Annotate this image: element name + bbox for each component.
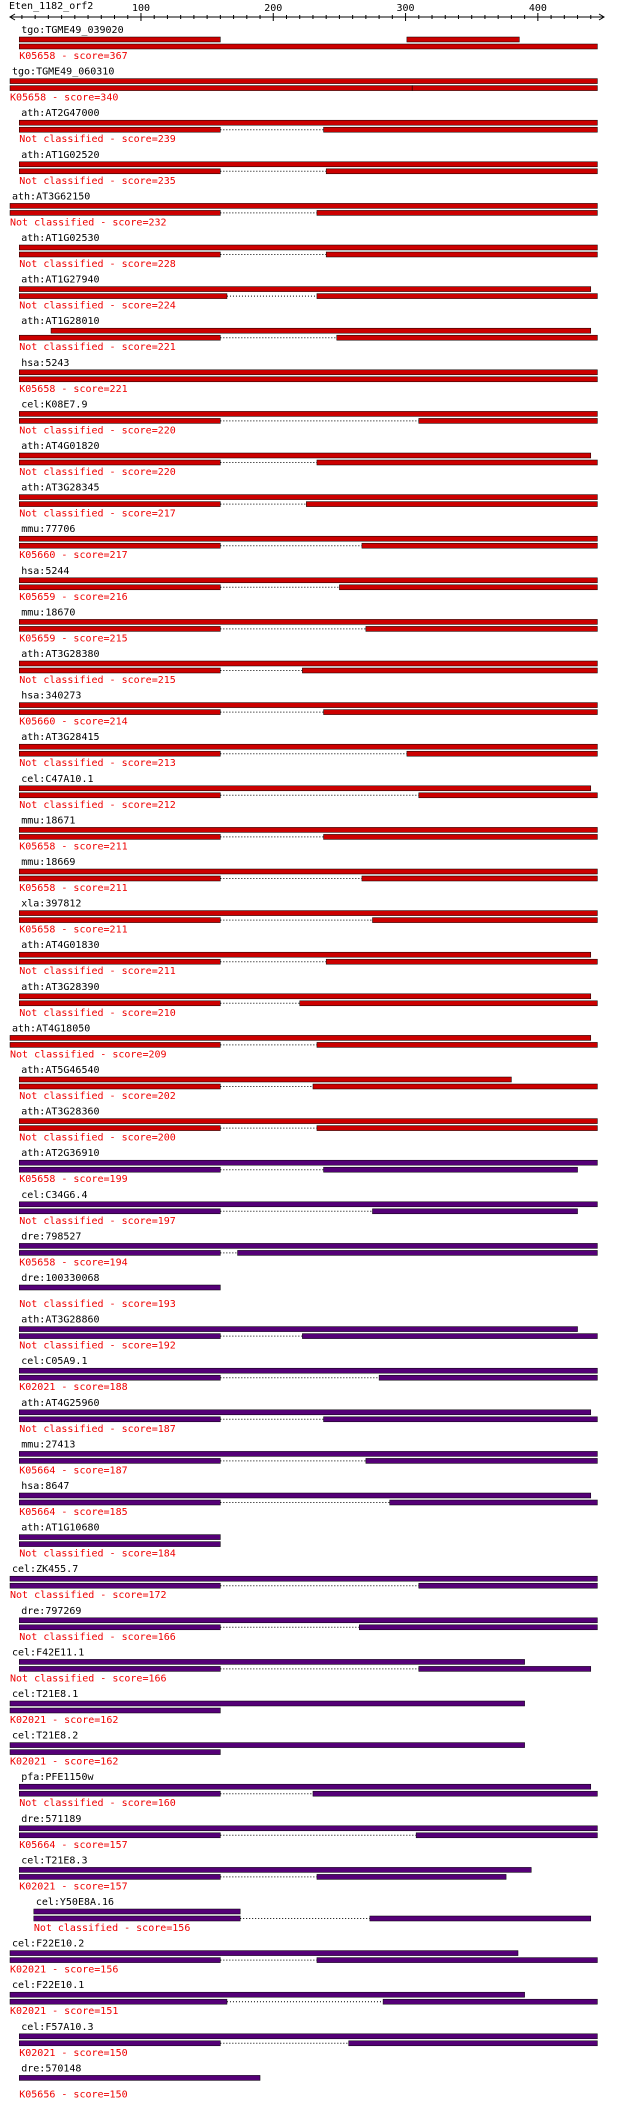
hit-row — [10, 191, 597, 228]
hit-row — [19, 899, 597, 936]
subject-segment — [306, 502, 597, 507]
hit-name: cel:C05A9.1 — [21, 1356, 88, 1368]
query-segment — [10, 1576, 597, 1581]
subject-segment — [19, 1084, 220, 1089]
hit-row — [19, 1273, 220, 1310]
hit-name: cel:F57A10.3 — [21, 2021, 94, 2033]
query-segment — [19, 495, 597, 500]
hit-name: cel:F42E11.1 — [12, 1647, 85, 1659]
hit-row — [19, 233, 597, 270]
subject-segment — [19, 543, 220, 548]
subject-segment — [19, 793, 220, 798]
subject-segment — [324, 1167, 578, 1172]
hit-classification: K05660 - score=214 — [19, 716, 128, 728]
subject-segment — [19, 127, 220, 132]
query-segment — [19, 1618, 597, 1623]
subject-segment — [326, 169, 597, 174]
hit-row — [19, 1315, 597, 1352]
subject-segment — [19, 1334, 220, 1339]
query-segment — [19, 536, 597, 541]
query-segment — [19, 1493, 591, 1498]
subject-segment — [19, 294, 227, 299]
hit-classification: Not classified - score=232 — [10, 217, 167, 229]
hit-classification: Not classified - score=220 — [19, 467, 176, 478]
subject-segment — [10, 210, 220, 215]
subject-segment — [317, 1126, 597, 1131]
query-segment — [10, 1951, 518, 1956]
hit-name: hsa:5243 — [21, 357, 70, 369]
subject-segment — [313, 1084, 597, 1089]
hit-row — [19, 25, 597, 62]
subject-segment — [19, 1500, 220, 1505]
hit-row — [19, 524, 597, 561]
subject-segment — [19, 1001, 220, 1006]
hit-row — [19, 1398, 597, 1435]
query-segment — [19, 2034, 597, 2039]
hit-row — [19, 566, 597, 603]
subject-segment — [19, 1375, 220, 1380]
subject-segment — [366, 1458, 598, 1463]
hit-name: ath:AT1G02530 — [21, 233, 100, 244]
query-segment — [19, 1285, 220, 1290]
hit-row — [19, 358, 597, 395]
hit-classification: Not classified - score=172 — [10, 1590, 167, 1602]
hit-row — [19, 691, 597, 728]
subject-segment — [317, 1042, 597, 1047]
hit-name: hsa:340273 — [21, 690, 82, 702]
subject-segment — [19, 1167, 220, 1172]
query-segment — [19, 1410, 591, 1415]
hit-classification: K02021 - score=151 — [10, 2006, 119, 2018]
hit-classification: K05660 - score=217 — [19, 550, 128, 562]
hit-row — [19, 1855, 531, 1892]
query-segment — [19, 578, 597, 583]
subject-segment — [19, 710, 220, 715]
query-segment — [10, 79, 597, 84]
hit-classification: K05658 - score=199 — [19, 1174, 128, 1186]
subject-segment — [19, 626, 220, 631]
hit-name: ath:AT4G01820 — [21, 441, 100, 452]
hit-row — [19, 1356, 597, 1393]
query-segment — [51, 328, 591, 333]
hit-name: tgo:TGME49_039020 — [21, 25, 124, 36]
subject-segment — [419, 1666, 591, 1671]
query-segment — [19, 703, 597, 708]
subject-segment — [324, 710, 598, 715]
axis-tick-label: 400 — [528, 3, 547, 14]
query-segment — [19, 370, 597, 375]
hit-classification: K05658 - score=221 — [19, 383, 128, 395]
hit-name: dre:570148 — [21, 2063, 82, 2075]
subject-segment — [317, 460, 597, 465]
subject-segment — [302, 668, 597, 673]
subject-segment — [10, 1583, 220, 1588]
hit-row — [10, 1647, 591, 1684]
subject-segment — [19, 585, 220, 590]
hit-row — [19, 108, 597, 145]
hit-classification: K05659 - score=215 — [19, 633, 128, 645]
subject-segment — [372, 1209, 577, 1214]
query-segment — [19, 1659, 524, 1664]
subject-segment — [238, 1250, 598, 1255]
hit-name: dre:797269 — [21, 1605, 82, 1617]
hit-row — [10, 1564, 597, 1601]
hit-name: cel:ZK455.7 — [12, 1564, 79, 1576]
subject-segment — [19, 335, 220, 340]
query-segment — [19, 744, 597, 749]
hit-name: mmu:18669 — [21, 857, 76, 868]
subject-segment — [372, 918, 597, 923]
hit-classification: K02021 - score=188 — [19, 1382, 128, 1394]
hit-name: ath:AT3G28360 — [21, 1106, 100, 1118]
query-segment — [19, 1368, 597, 1373]
hit-name: ath:AT3G62150 — [12, 191, 91, 203]
hit-name: cel:T21E8.2 — [12, 1730, 79, 1742]
hit-classification: K05656 - score=150 — [19, 2089, 128, 2101]
hit-name: ath:AT1G28010 — [21, 316, 100, 328]
subject-segment — [19, 918, 220, 923]
hit-name: mmu:18670 — [21, 607, 76, 619]
query-segment — [19, 1784, 591, 1789]
query-segment — [19, 827, 597, 832]
query-segment — [19, 453, 591, 458]
subject-segment — [19, 377, 597, 382]
subject-segment — [416, 1833, 597, 1838]
subject-segment — [19, 1833, 220, 1838]
hit-row — [19, 441, 597, 478]
subject-segment — [300, 1001, 598, 1006]
hit-row — [19, 316, 597, 353]
subject-segment — [19, 1874, 220, 1879]
hit-classification: K02021 - score=162 — [10, 1756, 119, 1768]
subject-segment — [19, 1666, 220, 1671]
subject-segment — [419, 793, 598, 798]
hit-row — [19, 940, 597, 977]
hit-classification: Not classified - score=228 — [19, 259, 176, 270]
subject-segment — [419, 1583, 598, 1588]
axis-tick-label: 300 — [396, 3, 415, 14]
subject-segment — [390, 1500, 598, 1505]
query-segment — [10, 1035, 591, 1040]
hit-row — [19, 483, 597, 520]
subject-segment — [383, 1999, 597, 2004]
hit-name: dre:798527 — [21, 1231, 82, 1243]
query-segment — [19, 952, 591, 957]
hit-row — [10, 1939, 597, 1976]
hit-name: ath:AT2G36910 — [21, 1148, 100, 1160]
query-segment — [19, 1243, 597, 1248]
subject-segment — [10, 1999, 227, 2004]
subject-segment — [339, 585, 597, 590]
subject-segment — [19, 460, 220, 465]
subject-segment — [349, 2041, 598, 2046]
query-segment — [10, 203, 597, 208]
hit-classification: K05664 - score=157 — [19, 1839, 128, 1851]
query-segment — [19, 661, 597, 666]
subject-segment — [379, 1375, 597, 1380]
hit-classification: K02021 - score=150 — [19, 2047, 128, 2059]
hit-classification: K05659 - score=216 — [19, 591, 128, 603]
hit-classification: K05664 - score=187 — [19, 1465, 128, 1477]
hit-row — [10, 1689, 525, 1726]
query-segment — [10, 1701, 525, 1706]
subject-segment — [419, 418, 598, 423]
query-segment — [19, 1451, 597, 1456]
query-segment — [19, 869, 597, 874]
query-segment — [19, 1867, 531, 1872]
hit-classification: Not classified - score=221 — [19, 342, 176, 354]
subject-segment — [317, 1958, 597, 1963]
subject-segment — [19, 252, 220, 257]
hit-classification: Not classified - score=211 — [19, 966, 176, 978]
subject-segment — [10, 1708, 220, 1713]
hit-name: cel:C34G6.4 — [21, 1189, 88, 1201]
subject-segment — [326, 959, 597, 964]
subject-segment — [362, 876, 597, 881]
hit-name: dre:100330068 — [21, 1273, 100, 1284]
hit-row — [34, 1897, 591, 1934]
subject-segment — [19, 1417, 220, 1422]
hit-classification: Not classified - score=239 — [19, 134, 176, 146]
hit-classification: Not classified - score=160 — [19, 1798, 176, 1810]
hit-row — [19, 2063, 260, 2100]
hit-row — [10, 1023, 597, 1060]
hit-name: ath:AT3G28415 — [21, 732, 100, 744]
subject-segment — [362, 543, 597, 548]
hit-row — [19, 982, 597, 1019]
query-segment — [10, 1992, 525, 1997]
hit-row — [19, 1439, 597, 1476]
axis-tick-label: 100 — [131, 3, 151, 14]
query-segment — [19, 245, 597, 250]
hit-classification: Not classified - score=156 — [33, 1923, 191, 1934]
hit-name: xla:397812 — [21, 898, 82, 910]
hit-name: cel:T21E8.1 — [12, 1689, 79, 1700]
hit-classification: Not classified - score=197 — [19, 1215, 176, 1227]
hit-classification: K05658 - score=211 — [19, 924, 128, 936]
hit-name: ath:AT3G28860 — [21, 1314, 100, 1326]
hit-classification: Not classified - score=212 — [19, 799, 176, 811]
x-axis — [10, 3, 604, 21]
subject-segment — [317, 294, 597, 299]
hit-name: cel:Y50E8A.16 — [35, 1897, 115, 1908]
query-segment — [19, 1202, 597, 1207]
hit-row — [10, 67, 597, 104]
hit-classification: Not classified - score=209 — [10, 1049, 167, 1061]
query-segment — [19, 1119, 597, 1124]
hit-classification: K02021 - score=162 — [10, 1715, 119, 1726]
subject-segment — [10, 1042, 220, 1047]
hit-classification: K05658 - score=340 — [10, 92, 119, 104]
hit-classification: K05658 - score=211 — [19, 841, 128, 853]
query-segment — [19, 2075, 260, 2080]
hit-classification: K05658 - score=194 — [19, 1257, 128, 1269]
hit-name: ath:AT4G25960 — [21, 1397, 100, 1409]
hit-row — [19, 1481, 597, 1518]
subject-segment — [326, 252, 597, 257]
hit-row — [19, 607, 597, 644]
hit-name: cel:K08E7.9 — [21, 399, 88, 411]
hit-name: cel:C47A10.1 — [21, 773, 94, 785]
hit-name: mmu:77706 — [21, 524, 76, 536]
hit-row — [19, 1190, 597, 1227]
hit-classification: Not classified - score=213 — [19, 758, 176, 770]
hit-name: ath:AT1G02520 — [21, 149, 100, 161]
hit-row — [10, 1731, 525, 1768]
hit-name: ath:AT1G27940 — [21, 274, 100, 286]
subject-segment — [366, 626, 598, 631]
subject-segment — [359, 1625, 597, 1630]
hit-row — [19, 1606, 597, 1643]
hit-classification: Not classified - score=166 — [19, 1631, 176, 1643]
subject-segment — [19, 876, 220, 881]
subject-segment — [19, 1791, 220, 1796]
subject-segment — [19, 1126, 220, 1131]
hit-name: hsa:5244 — [21, 565, 70, 577]
hit-classification: K05664 - score=185 — [19, 1507, 128, 1518]
hit-row — [19, 732, 597, 769]
subject-segment — [10, 86, 412, 91]
query-segment — [407, 37, 519, 42]
subject-segment — [337, 335, 598, 340]
hit-name: hsa:8647 — [21, 1481, 70, 1492]
hit-classification: Not classified - score=166 — [10, 1673, 167, 1685]
subject-segment — [324, 834, 598, 839]
hit-name: dre:571189 — [21, 1813, 82, 1825]
subject-segment — [317, 1874, 506, 1879]
hit-row — [19, 1107, 597, 1144]
hit-row — [19, 774, 597, 811]
subject-segment — [19, 959, 220, 964]
query-segment — [19, 162, 597, 167]
query-segment — [19, 1327, 577, 1332]
hit-row — [19, 2022, 597, 2059]
query-segment — [19, 120, 597, 125]
hit-classification: Not classified - score=200 — [19, 1132, 176, 1144]
hit-row — [19, 1148, 597, 1185]
hit-row — [10, 1980, 597, 2017]
hit-row — [19, 649, 597, 686]
subject-segment — [302, 1334, 597, 1339]
subject-segment — [19, 2041, 220, 2046]
query-segment — [19, 1077, 511, 1082]
query-segment — [19, 786, 591, 791]
subject-segment — [324, 1417, 598, 1422]
hit-name: mmu:18671 — [21, 815, 76, 827]
subject-segment — [317, 210, 597, 215]
query-segment — [19, 911, 597, 916]
hit-row — [19, 1231, 597, 1268]
subject-segment — [19, 44, 597, 49]
subject-segment — [19, 1625, 220, 1630]
subject-segment — [19, 834, 220, 839]
axis-tick-label: 200 — [264, 3, 283, 14]
hit-name: mmu:27413 — [21, 1439, 76, 1451]
hit-row — [19, 150, 597, 187]
hit-name: ath:AT1G10680 — [21, 1522, 100, 1534]
hit-classification: Not classified - score=193 — [19, 1299, 176, 1310]
hit-classification: K05658 - score=211 — [19, 883, 128, 894]
hit-name: ath:AT4G01830 — [21, 940, 100, 952]
subject-segment — [412, 86, 597, 91]
hit-row — [19, 275, 597, 312]
hit-row — [19, 1065, 597, 1102]
subject-segment — [19, 668, 220, 673]
hit-row — [19, 1523, 220, 1560]
query-segment — [19, 287, 591, 292]
subject-segment — [19, 751, 220, 756]
hit-name: tgo:TGME49_060310 — [12, 66, 115, 78]
hit-classification: K05658 - score=367 — [19, 51, 128, 62]
subject-segment — [370, 1916, 591, 1921]
subject-segment — [407, 751, 598, 756]
hit-classification: K02021 - score=157 — [19, 1881, 128, 1893]
hit-classification: Not classified - score=192 — [19, 1340, 176, 1352]
hit-name: ath:AT2G47000 — [21, 108, 100, 120]
hit-row — [19, 399, 597, 436]
subject-segment — [19, 169, 220, 174]
query-segment — [19, 994, 591, 999]
query-segment — [19, 411, 597, 416]
subject-segment — [19, 1458, 220, 1463]
hit-row — [19, 1814, 597, 1851]
hits-group — [10, 25, 597, 2100]
hit-classification: Not classified - score=210 — [19, 1007, 176, 1019]
hit-name: ath:AT3G28345 — [21, 482, 100, 494]
hit-classification: Not classified - score=202 — [19, 1091, 176, 1102]
subject-segment — [324, 127, 598, 132]
subject-segment — [313, 1791, 597, 1796]
query-segment — [34, 1909, 240, 1914]
hit-name: pfa:PFE1150w — [21, 1772, 94, 1784]
query-segment — [19, 1826, 597, 1831]
query-segment — [19, 619, 597, 624]
hit-name: ath:AT3G28380 — [21, 649, 100, 660]
hit-name: ath:AT4G18050 — [12, 1023, 91, 1035]
hit-classification: Not classified - score=217 — [19, 508, 176, 520]
hit-classification: K02021 - score=156 — [10, 1964, 119, 1976]
subject-segment — [19, 1250, 220, 1255]
hit-classification: Not classified - score=215 — [19, 675, 176, 686]
chart-title: Eten_1182_orf2 — [9, 1, 94, 12]
hit-name: ath:AT3G28390 — [21, 981, 100, 993]
query-segment — [19, 37, 220, 42]
subject-segment — [19, 502, 220, 507]
hit-classification: Not classified - score=224 — [19, 300, 176, 312]
hit-classification: Not classified - score=184 — [19, 1548, 176, 1560]
hit-row — [19, 857, 597, 894]
query-segment — [10, 1743, 525, 1748]
hit-classification: Not classified - score=235 — [19, 175, 176, 187]
subject-segment — [10, 1750, 220, 1755]
hit-name: cel:T21E8.3 — [21, 1855, 88, 1867]
hit-classification: Not classified - score=220 — [19, 425, 176, 437]
hit-name: cel:F22E10.2 — [12, 1938, 85, 1950]
subject-segment — [19, 1209, 220, 1214]
query-segment — [19, 1535, 220, 1540]
hit-name: ath:AT5G46540 — [21, 1065, 100, 1076]
hit-row — [19, 1772, 597, 1809]
subject-segment — [19, 1542, 220, 1547]
subject-segment — [34, 1916, 240, 1921]
hit-classification: Not classified - score=187 — [19, 1423, 176, 1435]
subject-segment — [10, 1958, 220, 1963]
hit-name: cel:F22E10.1 — [12, 1980, 85, 1992]
hit-row — [19, 815, 597, 852]
query-segment — [19, 1160, 597, 1165]
subject-segment — [19, 418, 220, 423]
